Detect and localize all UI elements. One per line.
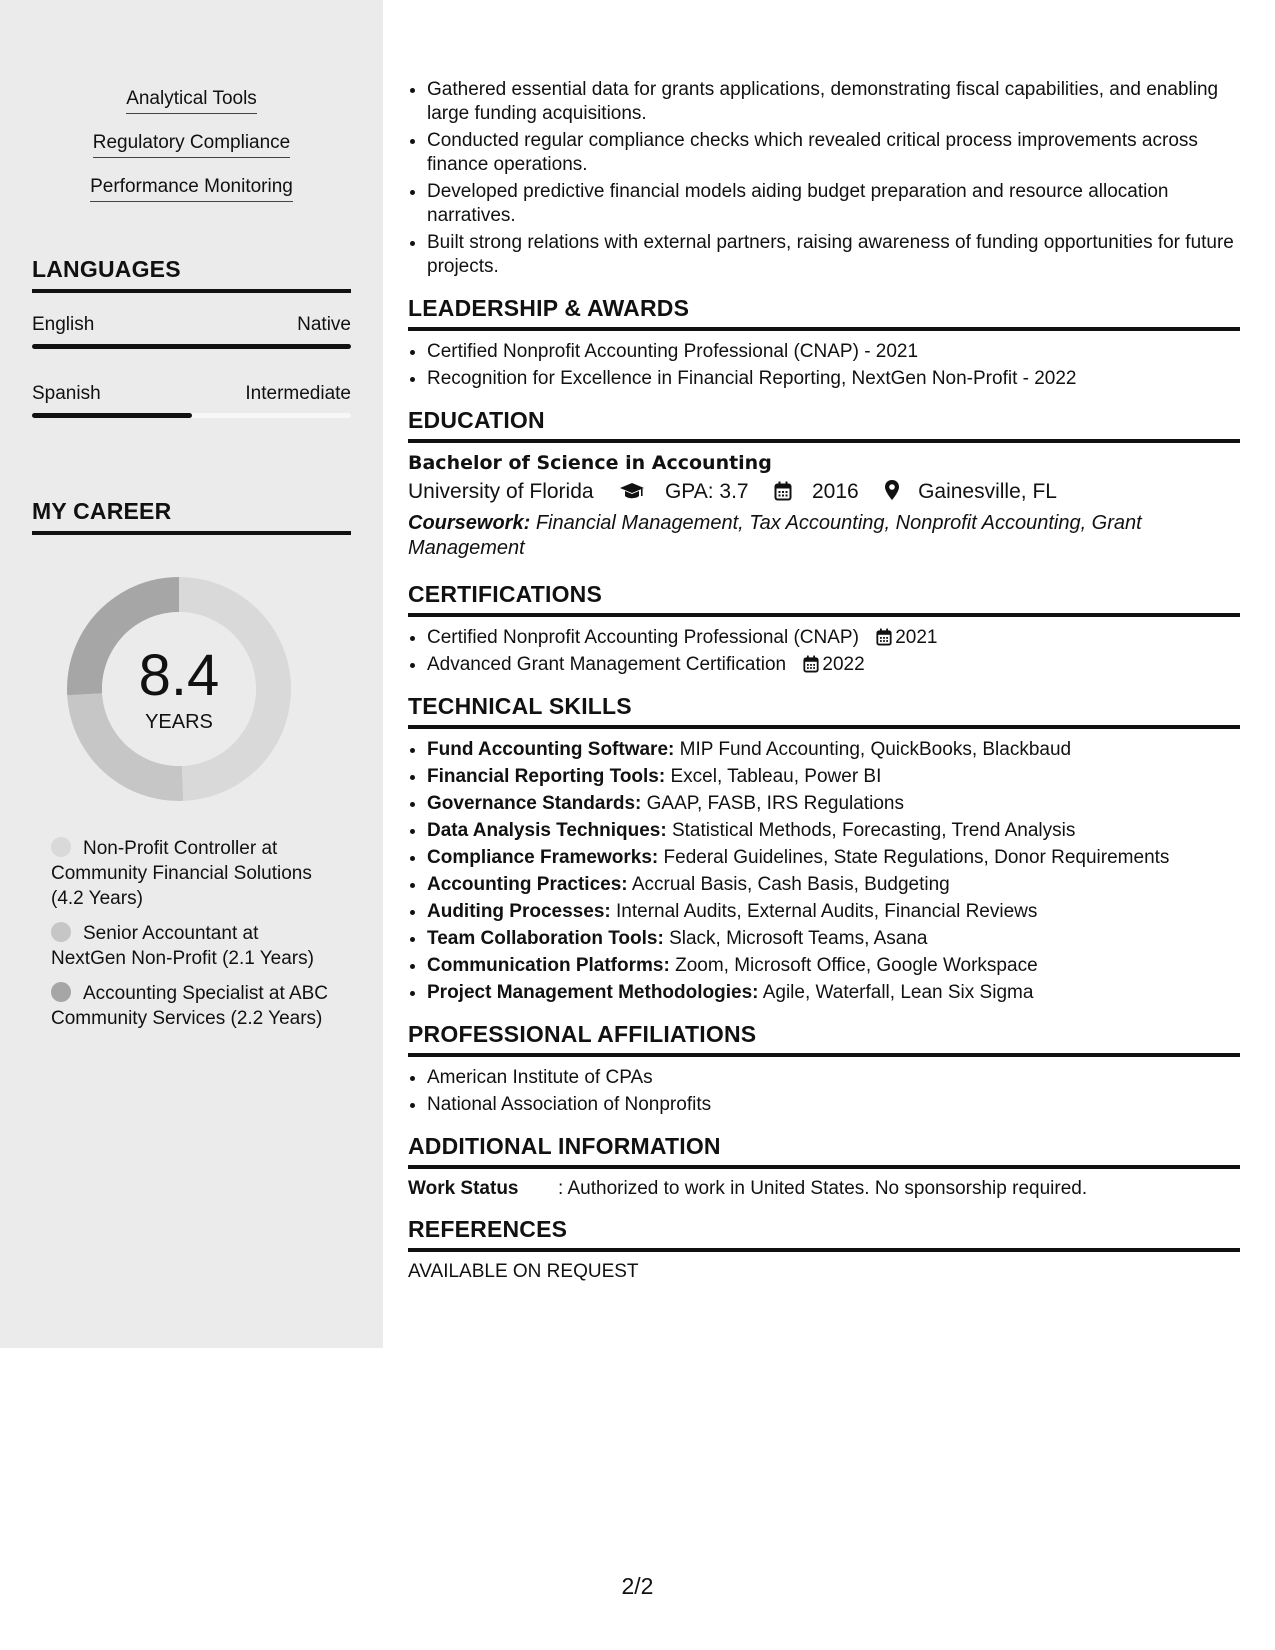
- skill-value: Accrual Basis, Cash Basis, Budgeting: [631, 874, 950, 895]
- skill-label: Data Analysis Techniques:: [427, 820, 667, 841]
- career-item-text: Non-Profit Controller at Community Financial Solutions (4.2 Years): [51, 838, 312, 909]
- experience-bullet: • Gathered essential data for grants applications, demonstrating fiscal capabilities, and enabling large funding acquisitions.: [427, 78, 1240, 126]
- technical-skill-item: [427, 765, 1240, 789]
- work-status-label: Work Status: [408, 1178, 519, 1199]
- coursework-label: Coursework:: [408, 512, 531, 534]
- language-row: [32, 314, 351, 336]
- work-status-row: [408, 1178, 1240, 1200]
- experience-bullet: • Built strong relations with external partners, raising awareness of funding opportunities for future projects.: [427, 231, 1240, 279]
- skill-value: Excel, Tableau, Power BI: [670, 766, 882, 787]
- main-content: [408, 78, 1240, 1283]
- technical-skill-item: [427, 792, 1240, 816]
- skill-label: Auditing Processes:: [427, 901, 611, 922]
- skill-tag: Regulatory Compliance: [93, 132, 291, 158]
- career-item-text: Accounting Specialist at ABC Community Services (2.2 Years): [51, 983, 329, 1029]
- career-legend-dot: [51, 982, 71, 1002]
- certification-item: [427, 626, 1240, 650]
- career-total-unit: YEARS: [145, 711, 213, 733]
- education-gpa: GPA: 3.7: [664, 480, 749, 503]
- certification-year: 2021: [895, 627, 938, 648]
- certification-year: 2022: [822, 654, 865, 675]
- skill-label: Project Management Methodologies:: [427, 982, 759, 1003]
- skill-tags: [32, 88, 351, 220]
- skill-tag: Analytical Tools: [126, 88, 257, 114]
- career-item: [51, 836, 331, 911]
- location-pin-icon: [884, 479, 900, 501]
- skill-label: Financial Reporting Tools:: [427, 766, 666, 787]
- certification-name: Advanced Grant Management Certification: [427, 654, 787, 675]
- career-total-value: 8.4: [138, 643, 220, 708]
- work-status-value: : Authorized to work in United States. No sponsorship required.: [558, 1178, 1088, 1199]
- calendar-icon: [876, 628, 892, 646]
- additional-info-heading: ADDITIONAL INFORMATION: [408, 1133, 1240, 1169]
- experience-bullet: • Conducted regular compliance checks which revealed critical process improvements across finance operations.: [427, 129, 1240, 177]
- skill-value: Internal Audits, External Audits, Financial Reviews: [616, 901, 1038, 922]
- technical-skill-item: [427, 873, 1240, 897]
- references-heading: REFERENCES: [408, 1216, 1240, 1252]
- calendar-icon: [803, 655, 819, 673]
- technical-skill-item: [427, 900, 1240, 924]
- education-location: Gainesville, FL: [918, 480, 1057, 503]
- technical-skill-item: [427, 819, 1240, 843]
- technical-skill-item: [427, 981, 1240, 1005]
- career-list: [51, 836, 331, 1041]
- coursework-text: Financial Management, Tax Accounting, Nonprofit Accounting, Grant Management: [408, 512, 1142, 559]
- skill-label: Team Collaboration Tools:: [427, 928, 664, 949]
- certification-name: Certified Nonprofit Accounting Professional (CNAP): [427, 627, 859, 648]
- language-name: English: [32, 314, 95, 335]
- career-legend-dot: [51, 837, 71, 857]
- education-heading: EDUCATION: [408, 407, 1240, 443]
- technical-skill-item: [427, 927, 1240, 951]
- skill-label: Compliance Frameworks:: [427, 847, 659, 868]
- skill-label: Communication Platforms:: [427, 955, 670, 976]
- affiliations-list: [408, 1066, 1240, 1117]
- experience-bullets: [408, 78, 1240, 279]
- language-name: Spanish: [32, 383, 101, 404]
- career-legend-dot: [51, 922, 71, 942]
- career-item-text: Senior Accountant at NextGen Non-Profit (2.1 Years): [51, 923, 314, 969]
- career-heading: MY CAREER: [32, 498, 351, 535]
- leadership-item: • Certified Nonprofit Accounting Professional (CNAP) - 2021: [427, 340, 1240, 364]
- language-level: Intermediate: [245, 383, 351, 404]
- affiliations-heading: PROFESSIONAL AFFILIATIONS: [408, 1021, 1240, 1057]
- leadership-item: • Recognition for Excellence in Financial Reporting, NextGen Non-Profit - 2022: [427, 367, 1240, 391]
- technical-skill-item: [427, 954, 1240, 978]
- language-bar-fill: [32, 344, 351, 349]
- page-number: 2/2: [621, 1573, 654, 1599]
- skill-label: Fund Accounting Software:: [427, 739, 675, 760]
- certifications-heading: CERTIFICATIONS: [408, 581, 1240, 617]
- language-bar-fill: [32, 413, 192, 418]
- education-school: University of Florida: [408, 480, 594, 503]
- certifications-list: [408, 626, 1240, 677]
- language-level: Native: [297, 314, 351, 335]
- skill-value: Agile, Waterfall, Lean Six Sigma: [762, 982, 1034, 1003]
- graduation-cap-icon: [619, 481, 645, 501]
- sidebar: [0, 0, 383, 1348]
- technical-skill-item: [427, 738, 1240, 762]
- education-meta: [408, 479, 1240, 504]
- experience-bullet: • Developed predictive financial models aiding budget preparation and resource allocation narratives.: [427, 180, 1240, 228]
- affiliation-item: • American Institute of CPAs: [427, 1066, 1240, 1090]
- technical-skills-heading: TECHNICAL SKILLS: [408, 693, 1240, 729]
- skill-value: GAAP, FASB, IRS Regulations: [646, 793, 904, 814]
- skill-label: Governance Standards:: [427, 793, 642, 814]
- career-item: [51, 921, 331, 971]
- career-item: [51, 981, 331, 1031]
- skill-value: Statistical Methods, Forecasting, Trend Analysis: [671, 820, 1076, 841]
- leadership-list: [408, 340, 1240, 391]
- skill-label: Accounting Practices:: [427, 874, 628, 895]
- calendar-icon: [774, 481, 792, 501]
- language-bar: [32, 413, 351, 418]
- certification-item: [427, 653, 1240, 677]
- language-row: [32, 383, 351, 405]
- skill-value: Federal Guidelines, State Regulations, Donor Requirements: [663, 847, 1170, 868]
- skill-tag: Performance Monitoring: [90, 176, 293, 202]
- affiliation-item: • National Association of Nonprofits: [427, 1093, 1240, 1117]
- education-year: 2016: [811, 480, 859, 503]
- language-bar: [32, 344, 351, 349]
- education-degree: Bachelor of Science in Accounting: [408, 452, 772, 474]
- skill-value: Slack, Microsoft Teams, Asana: [669, 928, 928, 949]
- technical-skills-list: [408, 738, 1240, 1005]
- references-text: AVAILABLE ON REQUEST: [408, 1261, 639, 1282]
- leadership-heading: LEADERSHIP & AWARDS: [408, 295, 1240, 331]
- education-coursework: [408, 511, 1240, 561]
- skill-value: MIP Fund Accounting, QuickBooks, Blackbaud: [679, 739, 1072, 760]
- technical-skill-item: [427, 846, 1240, 870]
- skill-value: Zoom, Microsoft Office, Google Workspace: [675, 955, 1038, 976]
- languages-heading: LANGUAGES: [32, 256, 351, 293]
